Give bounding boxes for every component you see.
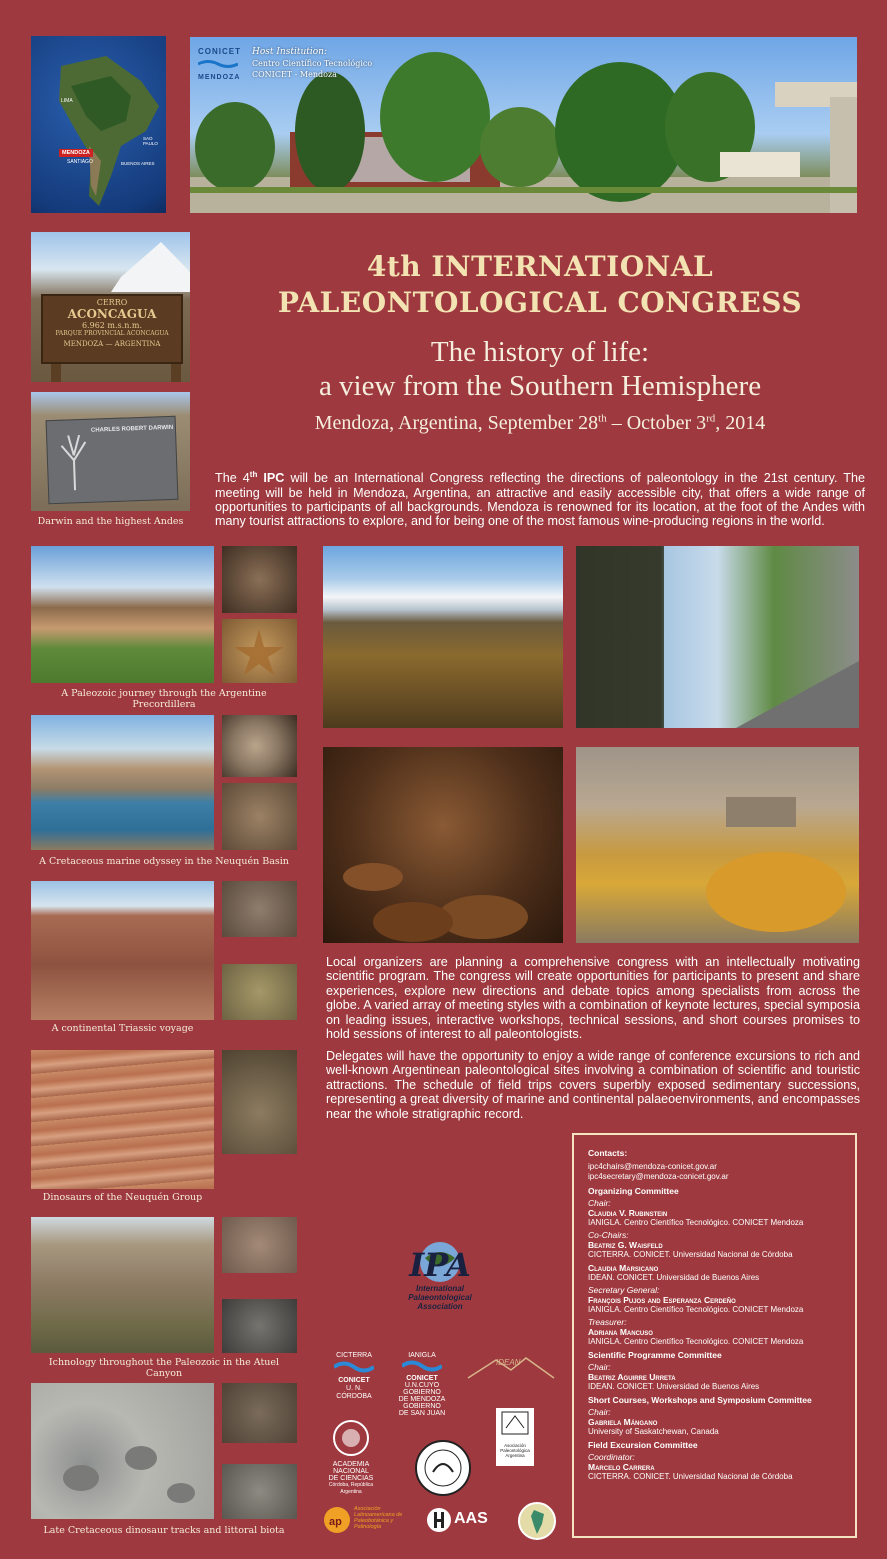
dates-part-a: Mendoza, Argentina, September 28 <box>314 412 599 434</box>
caption-ichnology: Ichnology throughout the Paleozoic in the Atuel Canyon <box>48 1357 280 1379</box>
treasurer-name: Adriana Mancuso <box>588 1327 653 1337</box>
triassic-badlands-photo <box>31 881 214 1020</box>
caption-tracks: Late Cretaceous dinosaur tracks and littoral biota <box>43 1525 285 1536</box>
cicterra-conicet: CONICET <box>338 1377 370 1384</box>
south-america-society-logo <box>518 1502 556 1540</box>
contacts-box <box>572 1133 857 1538</box>
cochair1-name: Beatriz G. Waisfeld <box>588 1240 663 1250</box>
caption-cretaceous: A Cretaceous marine odyssey in the Neuquén Basin <box>39 856 289 867</box>
cochair2-name: Claudia Marsicano <box>588 1263 659 1273</box>
triassic-fossil-photo <box>222 964 297 1020</box>
cochairs-label: Co-Chairs: <box>588 1230 629 1240</box>
alpp-line4: Palinología <box>354 1524 382 1530</box>
academia-line1: ACADEMIA NACIONAL <box>332 1461 370 1475</box>
sign-line3: 6.962 m.s.n.m. <box>81 321 143 330</box>
ipa-name-2: Palaeontological <box>408 1293 472 1302</box>
ammonite-fossil-photo <box>222 715 297 777</box>
littoral-biota-photo-1 <box>222 1383 297 1443</box>
sci-chair-affiliation: IDEAN. CONICET. Universidad de Buenos Aires <box>588 1382 760 1391</box>
body-paragraph-1: Local organizers are planning a comprehensive congress with an intellectually motivating scientific program. The congress will create opportunities for participants to present and share experiences, explore new directions and debate topics among specialists from across the globe. A varied array of meeting styles with a combination of keynote lectures, special symposia on leading issues, interactive workshops, technical sessions, and short courses promises to hold sessions of interest to all paleontologists. <box>326 955 860 1042</box>
precordillera-landscape-photo <box>31 546 214 683</box>
contact-email-chairs[interactable]: ipc4chairs@mendoza-conicet.gov.ar <box>588 1162 717 1171</box>
intro-paragraph <box>215 468 865 529</box>
apa-line3: Argentina <box>505 1453 525 1458</box>
cicterra-logo <box>328 1352 380 1401</box>
sc-chair-name: Gabriela Mángano <box>588 1417 658 1427</box>
sign-line5: MENDOZA — ARGENTINA <box>63 340 161 348</box>
seal-icon <box>417 1442 469 1494</box>
treasurer-affiliation: IANIGLA. Centro Científico Tecnológico. CONICET Mendoza <box>588 1337 804 1346</box>
subtitle-line2: a view from the Southern Hemisphere <box>318 370 762 402</box>
map-label-lima: LIMA <box>61 98 73 104</box>
trace-fossil-photo-2 <box>222 1299 297 1353</box>
sc-committee-heading: Short Courses, Workshops and Symposium Committee <box>588 1395 812 1405</box>
marine-fossil-photo <box>222 783 297 850</box>
sc-chair-label: Chair: <box>588 1407 611 1417</box>
org-chair-name: Claudia V. Rubinstein <box>588 1208 668 1218</box>
neuquen-river-photo <box>31 715 214 850</box>
idean-logo <box>466 1352 556 1382</box>
host-line2: CONICET - Mendoza <box>252 70 337 79</box>
sign-line2: ACONCAGUA <box>67 307 157 321</box>
conicet-wave-icon <box>402 1359 442 1373</box>
caption-paleozoic: A Paleozoic journey through the Argentine Precordillera <box>61 688 267 710</box>
south-america-map-icon <box>520 1504 554 1538</box>
intro-sup: th <box>249 470 258 479</box>
sci-chair-label: Chair: <box>588 1362 611 1372</box>
host-line1: Centro Científico Tecnológico <box>252 59 373 68</box>
trace-fossil-photo-1 <box>222 1217 297 1273</box>
atuel-canyon-photo <box>31 1217 214 1353</box>
ianigla-logo <box>396 1352 448 1417</box>
tree-engraving-icon <box>53 430 95 491</box>
fe-coordinator-label: Coordinator: <box>588 1452 635 1462</box>
caption-dinosaurs: Dinosaurs of the Neuquén Group <box>42 1192 203 1203</box>
aas-emblem-icon <box>426 1507 452 1533</box>
map-label-sao-paulo: SAO PAULO <box>143 136 158 146</box>
triassic-rock-photo <box>222 881 297 937</box>
alpp-line1: Asociación <box>354 1506 381 1512</box>
title-line2: PALEONTOLOGICAL CONGRESS <box>277 286 803 319</box>
ianigla-gob2: GOBIERNO <box>403 1403 441 1410</box>
fe-committee-heading: Field Excursion Committee <box>588 1440 698 1450</box>
aas-name: AAS <box>454 1510 488 1527</box>
wine-cellar-photo <box>323 747 563 943</box>
map-city-marker: MENDOZA <box>59 149 93 157</box>
sign-line4: PARQUE PROVINCIAL ACONCAGUA <box>55 330 169 337</box>
dates-part-b: – October 3 <box>606 412 707 434</box>
ipa-logo <box>395 1238 485 1328</box>
starfish-icon <box>222 619 297 683</box>
alpp-line2: Latinoamericana de <box>354 1512 403 1518</box>
darwin-plaque-photo <box>31 392 190 511</box>
aas-logo <box>426 1507 498 1533</box>
apa-emblem-icon <box>496 1408 534 1438</box>
caption-darwin: Darwin and the highest Andes <box>37 516 184 527</box>
dates-part-c: , 2014 <box>715 412 766 434</box>
park-gate-road-photo <box>576 546 859 728</box>
ipa-name-3: Association <box>417 1302 463 1311</box>
alpp-emblem-icon <box>322 1505 352 1535</box>
trilobite-fossil-photo <box>222 546 297 613</box>
host-label: Host Institution: <box>252 47 327 57</box>
cochair1-affiliation: CICTERRA. CONICET. Universidad Nacional de Córdoba <box>588 1250 793 1259</box>
cicterra-name: CICTERRA <box>336 1352 372 1359</box>
aconcagua-sign <box>41 294 183 364</box>
body-paragraph-2: Delegates will have the opportunity to enjoy a wide range of conference excursions to rich and well-known Argentinean paleontological sites involving a combination of scientific and touristic attractions. The schedule of field trips covers superbly exposed sedimentary successions, representing a great diversity of marine and continental palaeoenvironments, and encompasses near the whole stratigraphic record. <box>326 1049 860 1121</box>
dinosaur-excavation-photo <box>31 1050 214 1189</box>
mountain-icon <box>466 1352 556 1382</box>
intro-pre: The 4 <box>215 471 250 486</box>
puente-del-inca-photo <box>576 747 859 943</box>
contact-email-secretary[interactable]: ipc4secretary@mendoza-conicet.gov.ar <box>588 1172 729 1181</box>
apa-line2: Paleontológica <box>500 1448 530 1453</box>
ianigla-uncuyo: U.N.CUYO <box>404 1382 440 1389</box>
apa-logo <box>496 1408 534 1466</box>
host-institution-photo <box>190 37 857 213</box>
fe-coordinator-name: Marcelo Carrera <box>588 1462 655 1472</box>
sc-chair-affiliation: University of Saskatchewan, Canada <box>588 1427 719 1436</box>
alpp-line3: Paleobotánica y <box>354 1518 394 1524</box>
academia-seal-icon <box>331 1417 371 1459</box>
title-line1: 4th INTERNATIONAL <box>366 250 714 283</box>
academia-logo <box>322 1417 380 1496</box>
alpp-logo <box>322 1505 412 1537</box>
org-chair-label: Chair: <box>588 1198 611 1208</box>
ipa-abbr: IPA <box>409 1246 471 1284</box>
dinosaur-bone-photo <box>222 1050 297 1154</box>
contacts-heading: Contacts: <box>588 1148 628 1158</box>
conicet-wave-icon <box>198 59 238 69</box>
caption-triassic: A continental Triassic voyage <box>51 1023 194 1034</box>
sign-line1: CERRO <box>96 298 128 307</box>
secgen-affiliation: IANIGLA. Centro Científico Tecnológico. CONICET Mendoza <box>588 1305 804 1314</box>
academia-line2: DE CIENCIAS <box>328 1475 374 1482</box>
ianigla-gob1: GOBIERNO <box>403 1389 441 1396</box>
sci-committee-heading: Scientific Programme Committee <box>588 1350 722 1360</box>
ipa-name-1: International <box>415 1284 464 1293</box>
treasurer-label: Treasurer: <box>588 1317 627 1327</box>
fe-coordinator-affiliation: CICTERRA. CONICET. Universidad Nacional de Córdoba <box>588 1472 793 1481</box>
sci-chair-name: Beatriz Aguirre Urreta <box>588 1372 676 1382</box>
cicterra-uni: U. N. CÓRDOBA <box>336 1385 372 1400</box>
apa-line1: Asociación <box>504 1443 526 1448</box>
congress-dates <box>215 412 865 435</box>
ianigla-conicet: CONICET <box>406 1375 438 1382</box>
starfish-fossil-photo <box>222 619 297 683</box>
secgen-label: Secretary General: <box>588 1285 660 1295</box>
vineyard-andes-photo <box>323 546 563 728</box>
littoral-biota-photo-2 <box>222 1464 297 1519</box>
logo-top-text: CONICET <box>198 47 241 56</box>
society-seal-logo <box>415 1440 471 1496</box>
org-chair-affiliation: IANIGLA. Centro Científico Tecnológico. CONICET Mendoza <box>588 1218 804 1227</box>
ianigla-mendoza: DE MENDOZA <box>398 1396 446 1403</box>
dinosaur-tracks-photo <box>31 1383 214 1519</box>
contacts-heading-text: Contacts <box>588 1148 625 1158</box>
map-label-santiago: SANTIAGO <box>67 159 93 165</box>
dates-sup-2: rd <box>706 412 716 425</box>
subtitle-line1: The history of life: <box>430 336 650 368</box>
aconcagua-sign-photo <box>31 232 190 382</box>
map-label-buenos-aires: BUENOS AIRES <box>121 161 155 166</box>
conicet-mendoza-logo <box>198 47 241 81</box>
svg-text:ap: ap <box>329 1516 342 1528</box>
logo-bottom-text: MENDOZA <box>198 74 241 81</box>
idean-name: IDEAN <box>496 1358 521 1367</box>
ianigla-sanjuan: DE SAN JUAN <box>398 1410 446 1417</box>
org-committee-heading: Organizing Committee <box>588 1186 679 1196</box>
secgen-name: François Pujos and Esperanza Cerdeño <box>588 1295 736 1305</box>
intro-ipc: IPC <box>257 471 285 486</box>
intro-text: will be an International Congress reflecting the directions of paleontology in the 21st century. The meeting will be held in Mendoza, Argentina, an attractive and easily accessible city, that offers a wide range of opportunities to participants of all backgrounds. Mendoza is renowned for its location, at the foot of the Andes with many tourist attractions to explore, and for being one of the most famous wine-producing regions in the world. <box>215 471 865 529</box>
dates-sup-1: th <box>598 412 607 425</box>
ianigla-name: IANIGLA <box>408 1352 436 1359</box>
academia-line3: Córdoba, República Argentina <box>328 1482 374 1495</box>
conicet-wave-icon <box>334 1360 374 1374</box>
globe-map-image <box>31 36 166 213</box>
darwin-plaque-text: CHARLES ROBERT DARWIN <box>90 424 174 434</box>
cochair2-affiliation: IDEAN. CONICET. Universidad de Buenos Aires <box>588 1273 760 1282</box>
